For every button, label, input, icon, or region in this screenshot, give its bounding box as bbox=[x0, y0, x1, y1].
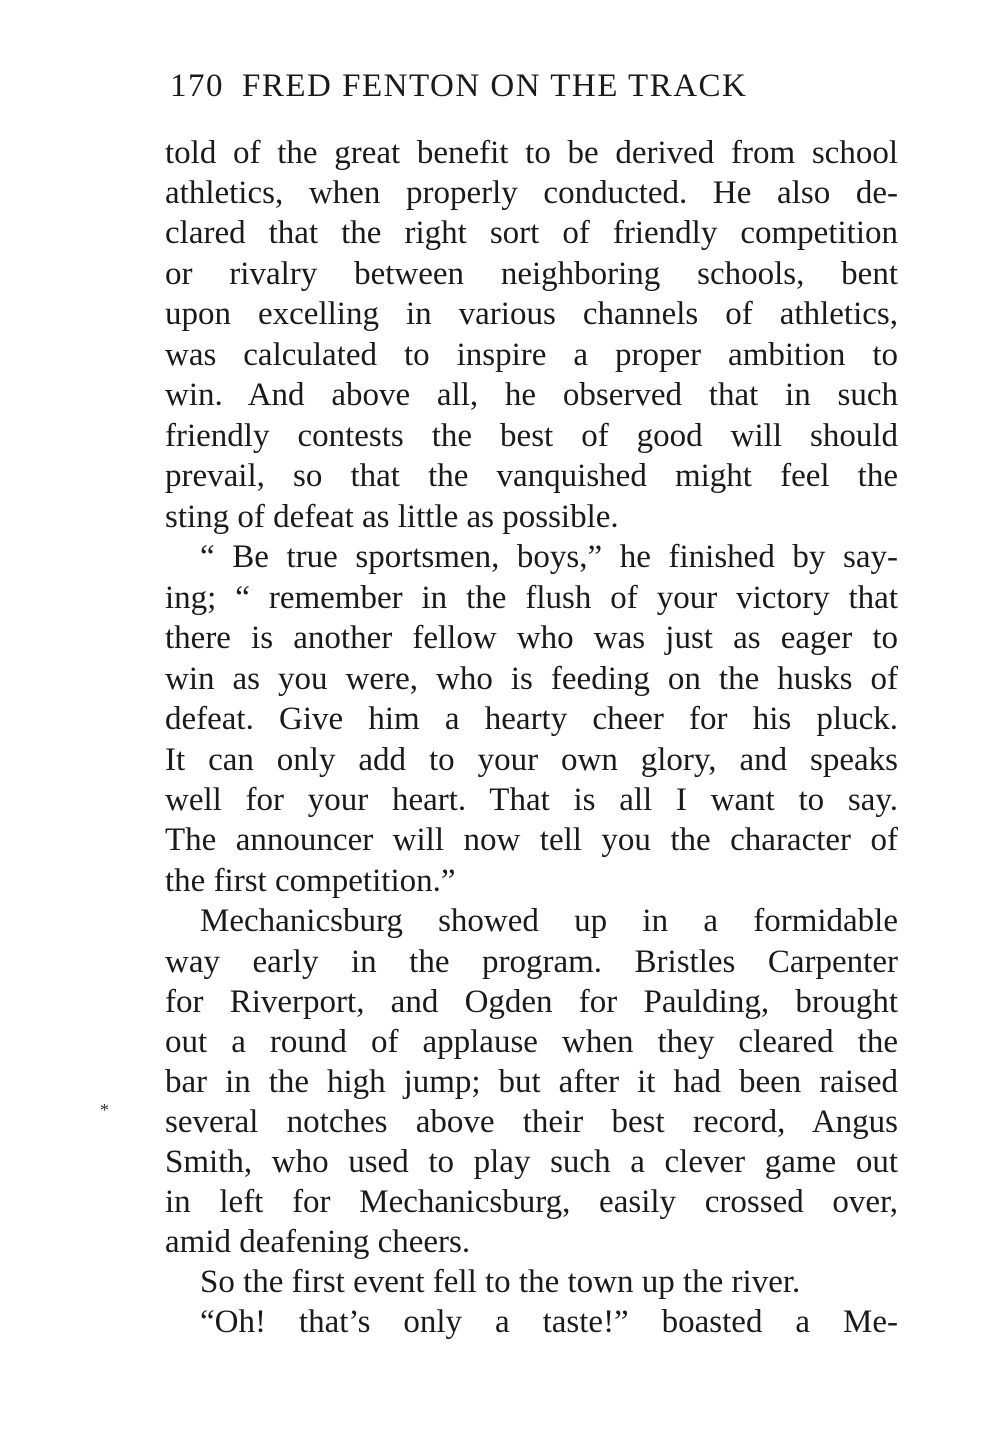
text-line: or rivalry between neighboring schools, bent bbox=[165, 256, 898, 292]
text-line: “ Be true sportsmen, boys,” he finished by say- bbox=[200, 539, 898, 575]
text-line: for Riverport, and Ogden for Paulding, brought bbox=[165, 984, 898, 1020]
text-line: upon excelling in various channels of athletics, bbox=[165, 296, 898, 332]
text-line: bar in the high jump; but after it had been raised bbox=[165, 1064, 898, 1100]
text-line: friendly contests the best of good will should bbox=[165, 418, 898, 454]
text-line: in left for Mechanicsburg, easily crossed over, bbox=[165, 1184, 898, 1220]
text-line: well for your heart. That is all I want to say. bbox=[165, 782, 898, 818]
page-number: 170 bbox=[170, 68, 224, 104]
text-line: several notches above their best record, Angus bbox=[165, 1104, 898, 1140]
text-line: sting of defeat as little as possible. bbox=[165, 499, 619, 535]
text-line: way early in the program. Bristles Carpenter bbox=[165, 944, 898, 980]
text-line: ing; “ remember in the flush of your victory that bbox=[165, 580, 898, 616]
text-line: The announcer will now tell you the character of bbox=[165, 822, 898, 858]
text-line: Smith, who used to play such a clever game out bbox=[165, 1144, 898, 1180]
text-line: It can only add to your own glory, and speaks bbox=[165, 742, 898, 778]
text-line: Mechanicsburg showed up in a formidable bbox=[200, 903, 898, 939]
text-line: prevail, so that the vanquished might feel the bbox=[165, 458, 898, 494]
text-line: there is another fellow who was just as eager to bbox=[165, 620, 898, 656]
text-line: So the first event fell to the town up the river. bbox=[200, 1264, 801, 1300]
text-line: win as you were, who is feeding on the husks of bbox=[165, 661, 898, 697]
text-line: athletics, when properly conducted. He also de- bbox=[165, 175, 898, 211]
margin-mark: * bbox=[100, 1100, 109, 1120]
text-line: clared that the right sort of friendly competition bbox=[165, 215, 898, 251]
text-line: defeat. Give him a hearty cheer for his pluck. bbox=[165, 701, 898, 737]
text-line: the first competition.” bbox=[165, 863, 456, 899]
text-line: “Oh! that’s only a taste!” boasted a Me- bbox=[200, 1304, 898, 1340]
text-line: was calculated to inspire a proper ambition to bbox=[165, 337, 898, 373]
text-line: out a round of applause when they cleared the bbox=[165, 1024, 898, 1060]
running-header bbox=[170, 66, 747, 106]
running-title: FRED FENTON ON THE TRACK bbox=[242, 68, 748, 104]
text-line: win. And above all, he observed that in such bbox=[165, 377, 898, 413]
text-line: amid deafening cheers. bbox=[165, 1224, 471, 1260]
text-line: told of the great benefit to be derived from school bbox=[165, 135, 898, 171]
